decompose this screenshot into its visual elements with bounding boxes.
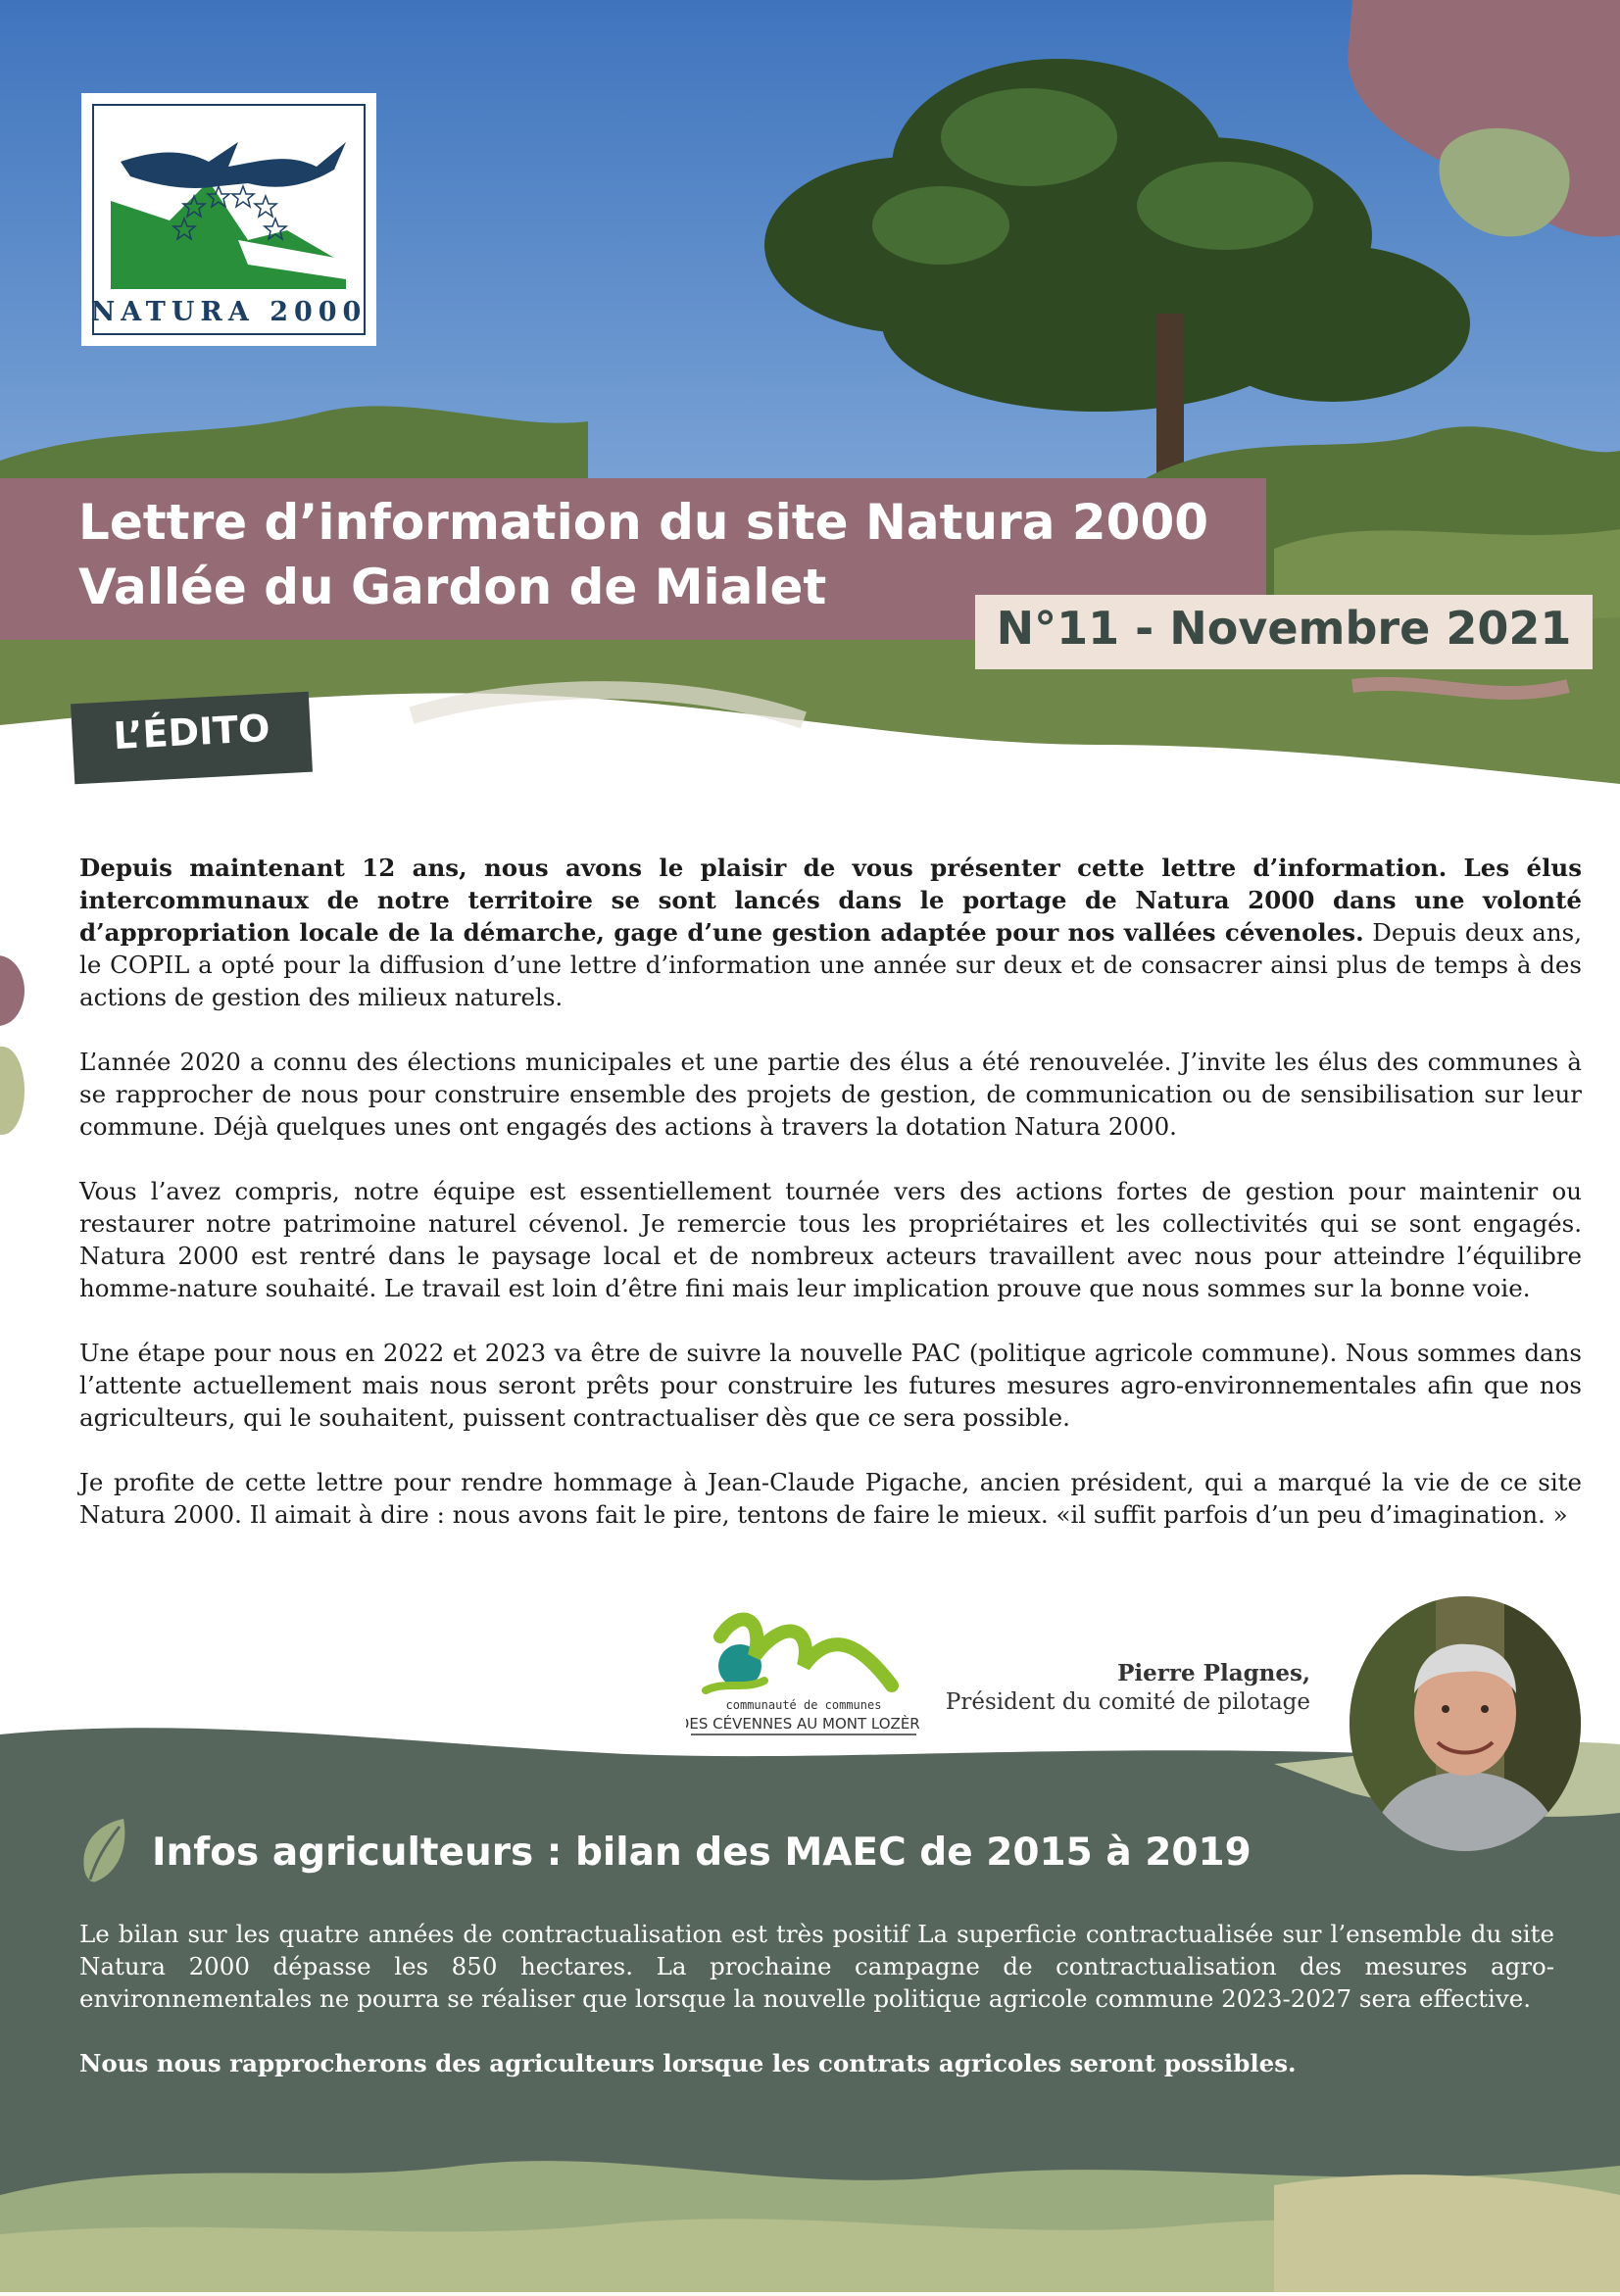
page-title-line1: Lettre d’information du site Natura 2000 xyxy=(78,494,1209,551)
signer-name: Pierre Plagnes, xyxy=(1117,1660,1310,1686)
signer-portrait-photo xyxy=(1348,1595,1583,1852)
edito-label: L’ÉDITO xyxy=(112,706,271,758)
decorative-blob xyxy=(0,1047,25,1135)
edito-lead-rest: Depuis deux ans, le COPIL a opté pour la diffusion d’une lettre d’information une année sur deux et de consacrer ainsi plus de temps à des actions de gestion des milieux naturels. xyxy=(79,918,1582,1011)
infos-paragraph-1: Le bilan sur les quatre années de contractualisation est très positif La superficie contractualisée sur l’ensemble du site Natura 2000 dépasse les 850 hectares. La prochaine campagne de contractualisation des mesures agro-environnementales ne pourra se réaliser que lorsque la nouvelle politique agricole commune 2023-2027 sera effective. xyxy=(79,1920,1554,2013)
signer-role: Président du comité de pilotage xyxy=(945,1689,1310,1715)
logo-wordmark: NATURA 2000 xyxy=(90,297,368,327)
edito-paragraph-5: Je profite de cette lettre pour rendre hommage à Jean-Claude Pigache, ancien président, qui a marqué la vie de ce site Natura 2000. Il aimait à dire : nous avons fait le pire, tentons de faire le mieux. «il suffit parfois d’un peu d’imagination. » xyxy=(79,1468,1582,1529)
edito-body xyxy=(79,852,1582,1563)
natura2000-logo xyxy=(81,93,376,346)
edito-lead: Depuis maintenant 12 ans, nous avons le plaisir de vous présenter cette lettre d’information. Les élus intercommunaux de notre territoire se sont lancés dans le portage de Natura 2000 dans une volonté d’appropriation locale de la démarche, gage d’une gestion adaptée pour nos vallées cévenoles. xyxy=(79,854,1582,947)
page-title-line2: Vallée du Gardon de Mialet xyxy=(78,559,827,615)
infos-body xyxy=(79,1918,1554,2112)
edito-paragraph-4: Une étape pour nous en 2022 et 2023 va être de suivre la nouvelle PAC (politique agricole commune). Nous sommes dans l’attente actuellement mais nous seront prêts pour construire les futures mesures agro-environnementales afin que nos agriculteurs, qui le souhaitent, puissent contractualiser dès que ce sera possible. xyxy=(79,1339,1582,1432)
issue-number: N°11 - Novembre 2021 xyxy=(996,602,1572,655)
cc-logo-line1: communauté de communes xyxy=(725,1698,882,1712)
decorative-blob xyxy=(0,955,25,1026)
infos-title: Infos agriculteurs : bilan des MAEC de 2015 à 2019 xyxy=(152,1831,1252,1875)
leaf-icon xyxy=(76,1815,131,1885)
cc-logo-line2: DES CÉVENNES AU MONT LOZÈRE xyxy=(686,1715,921,1733)
edito-paragraph-3: Vous l’avez compris, notre équipe est essentiellement tournée vers des actions fortes de gestion pour maintenir ou restaurer notre patrimoine naturel cévenol. Je remercie tous les propriétaires et les collectivités qui se sont engagés. Natura 2000 est rentré dans le paysage local et de nombreux acteurs travaillent avec nous pour atteindre l’équilibre homme-nature souhaité. Le travail est loin d’être fini mais leur implication prouve que nous sommes sur la bonne voie. xyxy=(79,1177,1582,1302)
edito-paragraph-1 xyxy=(79,852,1582,1013)
infos-paragraph-2: Nous nous rapprocherons des agriculteurs lorsque les contrats agricoles seront possibles. xyxy=(79,2049,1297,2077)
edito-paragraph-2: L’année 2020 a connu des élections municipales et une partie des élus a été renouvelée. J’invite les élus des communes à se rapprocher de nous pour construire ensemble des projets de gestion, de communication ou de sensibilisation sur leur commune. Déjà quelques unes ont engagés des actions à travers la dotation Natura 2000. xyxy=(79,1048,1582,1141)
